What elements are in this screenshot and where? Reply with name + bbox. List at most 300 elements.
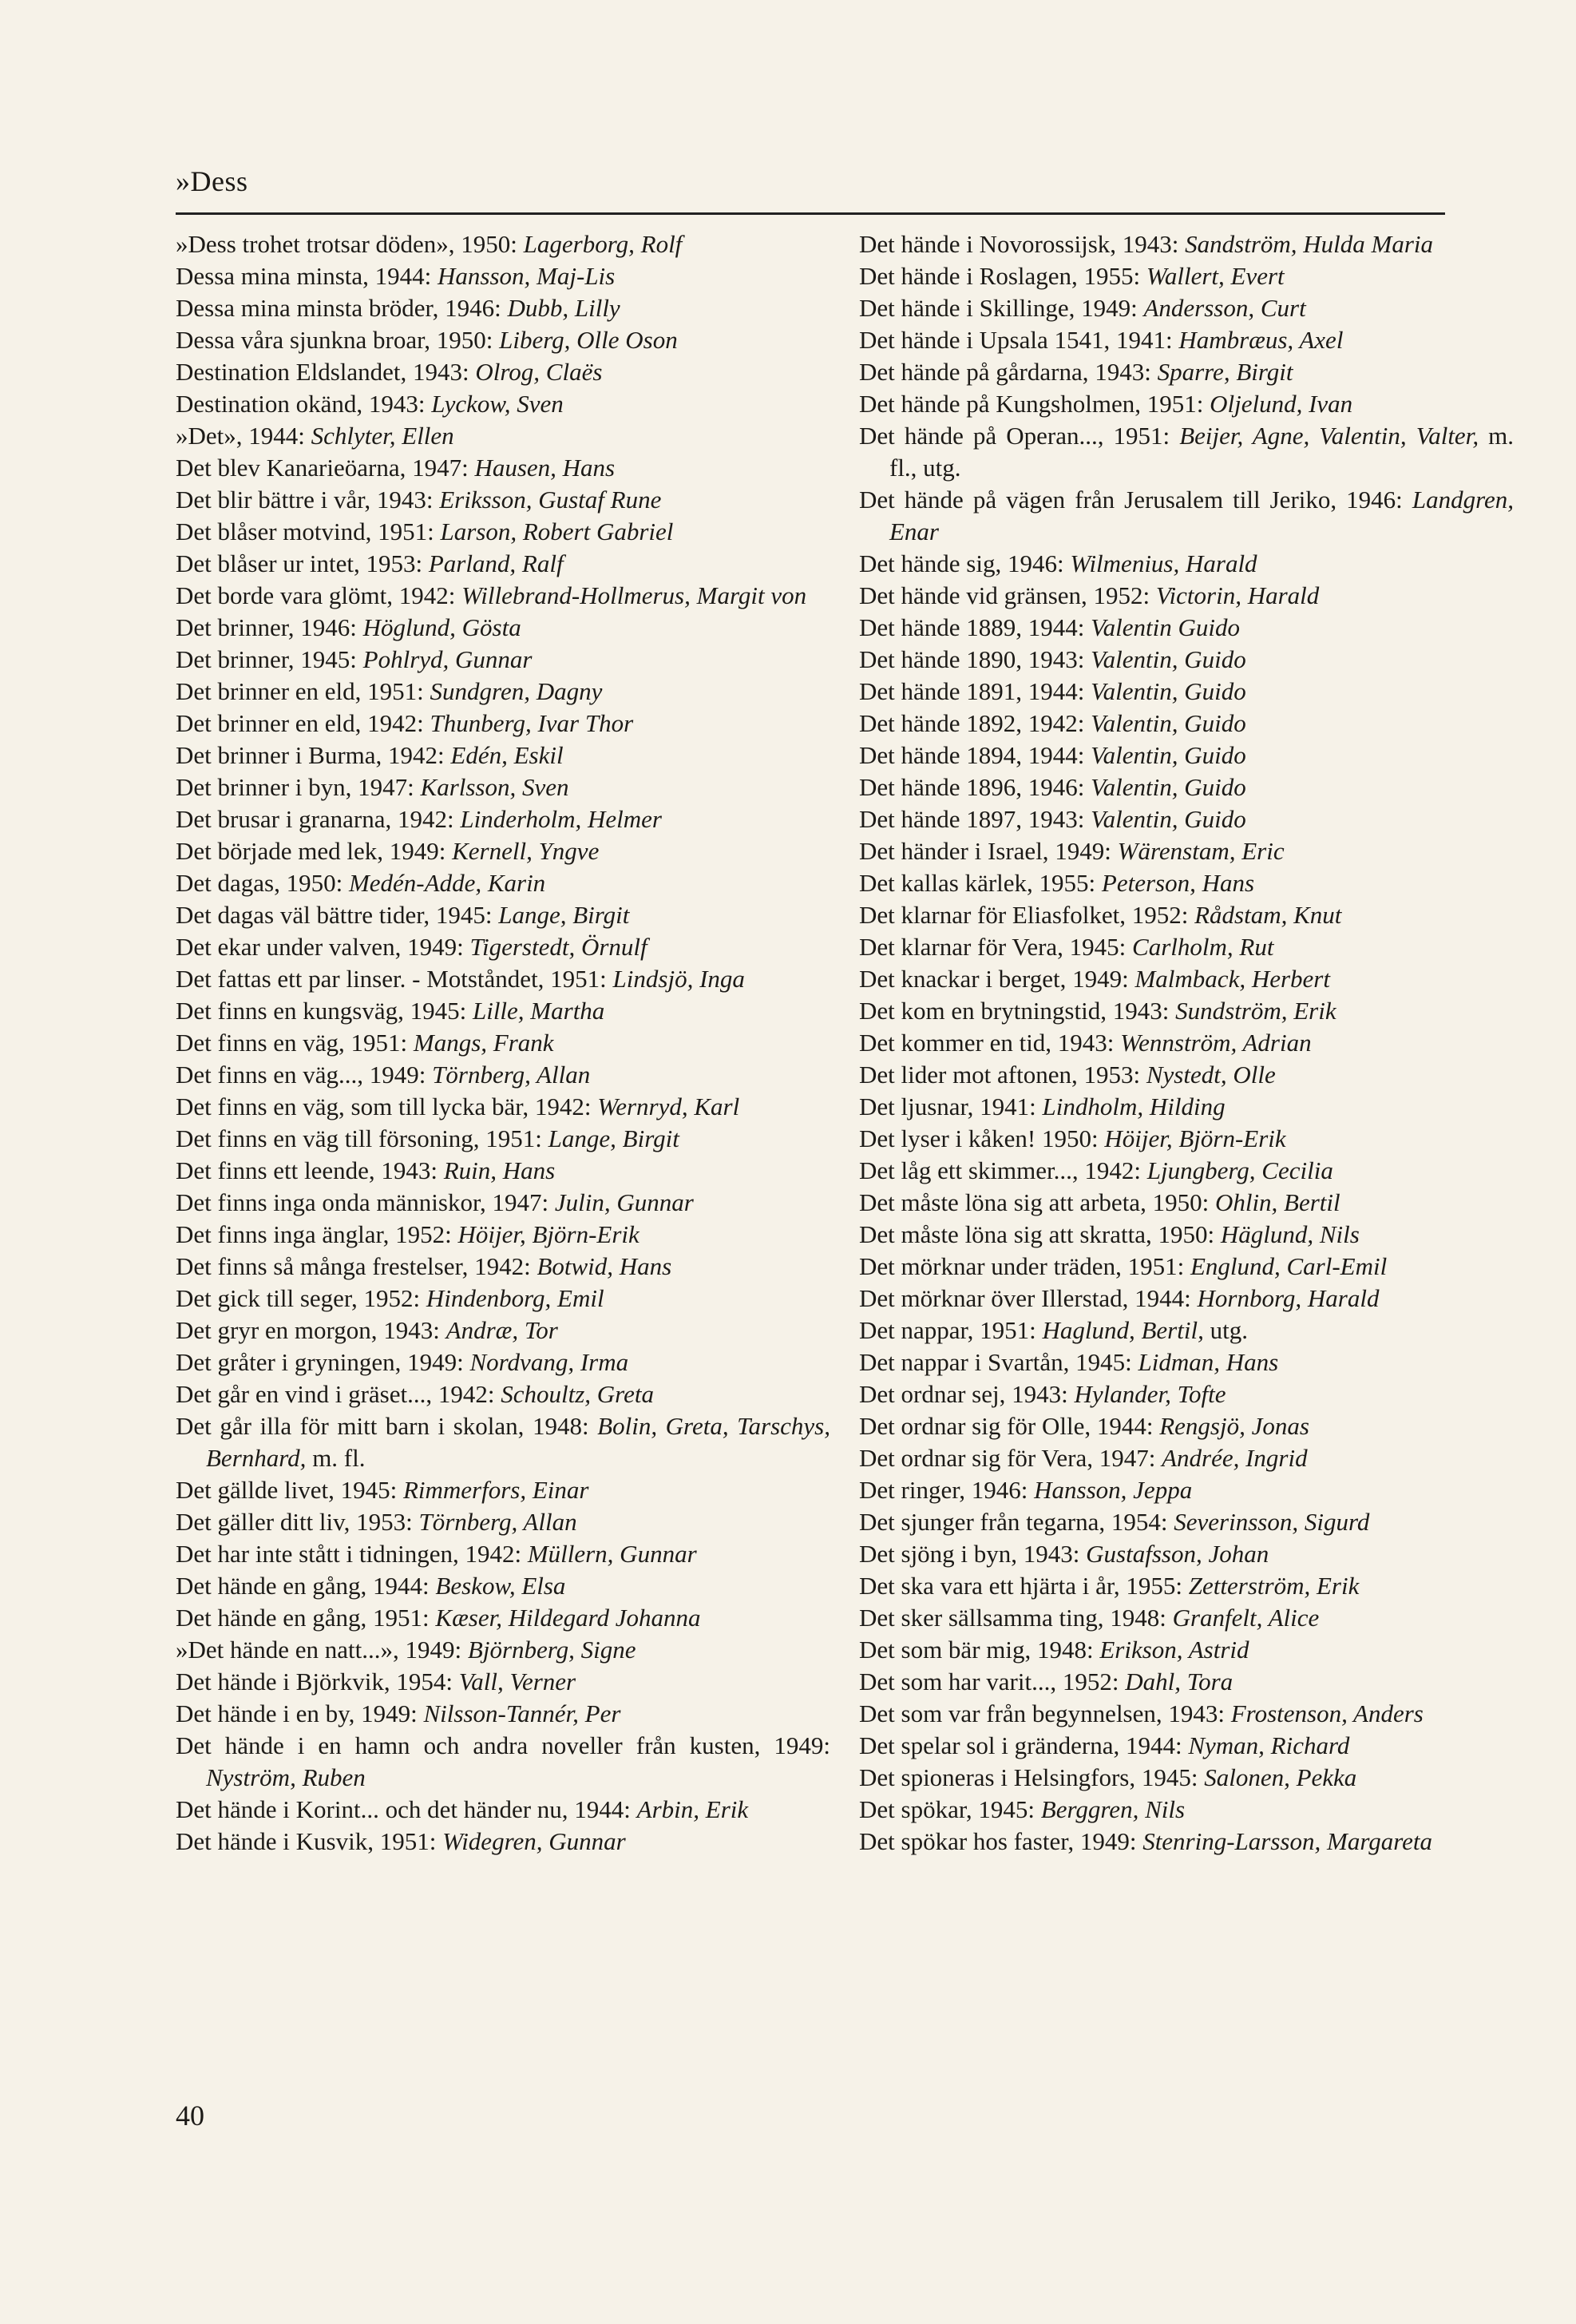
entry-author: Törnberg, Allan	[418, 1508, 577, 1536]
entry-author: Stenring-Larsson, Margareta	[1142, 1827, 1433, 1855]
entry-author: Englund, Carl-Emil	[1190, 1252, 1388, 1280]
entry-title: Det lider mot aftonen, 1953:	[859, 1061, 1141, 1089]
index-entry	[176, 1123, 830, 1155]
entry-title: Det hände en gång, 1944:	[176, 1572, 430, 1600]
index-entry	[176, 1346, 830, 1378]
entry-author: Gustafsson, Johan	[1086, 1540, 1269, 1568]
index-entry	[176, 1378, 830, 1410]
entry-title: Det knackar i berget, 1949:	[859, 965, 1129, 993]
index-entry	[859, 1762, 1514, 1794]
entry-author: Erikson, Astrid	[1099, 1636, 1249, 1664]
index-entry	[176, 1538, 830, 1570]
entry-title: Det borde vara glömt, 1942:	[176, 581, 456, 609]
entry-author: Zetterström, Erik	[1188, 1572, 1360, 1600]
entry-author: Lindsjö, Inga	[612, 965, 745, 993]
entry-title: Det mörknar under träden, 1951:	[859, 1252, 1185, 1280]
index-entry	[859, 484, 1514, 548]
index-entry	[859, 1315, 1514, 1346]
right-column	[859, 228, 1514, 1858]
index-entry	[176, 260, 830, 292]
entry-title: Det gäller ditt liv, 1953:	[176, 1508, 413, 1536]
index-entry	[859, 1123, 1514, 1155]
index-entry	[859, 963, 1514, 995]
entry-title: Det finns en väg..., 1949:	[176, 1061, 426, 1089]
entry-author: Valentin, Guido	[1091, 709, 1246, 737]
entry-title: Det som har varit..., 1952:	[859, 1668, 1119, 1695]
entry-title: Det hände 1891, 1944:	[859, 677, 1085, 705]
entry-author: Wallert, Evert	[1146, 262, 1285, 290]
index-entry	[176, 1219, 830, 1251]
index-entry	[176, 516, 830, 548]
index-entry	[859, 1219, 1514, 1251]
entry-title: Det ska vara ett hjärta i år, 1955:	[859, 1572, 1183, 1600]
index-entry	[176, 1155, 830, 1187]
entry-title: Det nappar i Svartån, 1945:	[859, 1348, 1132, 1376]
index-entry	[176, 899, 830, 931]
entry-title: Det hände på vägen från Jerusalem till Jeriko, 1946:	[859, 486, 1403, 514]
entry-author: Granfelt, Alice	[1172, 1604, 1320, 1632]
entry-author: Willebrand-Hollmerus, Margit von	[461, 581, 807, 609]
entry-title: Det ordnar sig för Olle, 1944:	[859, 1412, 1154, 1440]
header-rule	[176, 212, 1445, 215]
entry-author: Müllern, Gunnar	[527, 1540, 697, 1568]
index-entry	[176, 1251, 830, 1283]
entry-author: Valentin, Guido	[1091, 805, 1246, 833]
index-entry	[859, 1187, 1514, 1219]
entry-author: Lyckow, Sven	[431, 390, 564, 418]
entry-title: Det finns en väg, 1951:	[176, 1029, 408, 1057]
entry-title: Det kom en brytningstid, 1943:	[859, 997, 1170, 1025]
entry-author: Edén, Eskil	[450, 741, 564, 769]
index-entry	[176, 803, 830, 835]
entry-author: Hansson, Maj-Lis	[438, 262, 616, 290]
entry-title: Det gick till seger, 1952:	[176, 1284, 421, 1312]
entry-author: Sundström, Erik	[1175, 997, 1336, 1025]
index-entry	[176, 867, 830, 899]
entry-author: Linderholm, Helmer	[460, 805, 662, 833]
entry-title: Det hände i Björkvik, 1954:	[176, 1668, 453, 1695]
entry-author: Dubb, Lilly	[507, 294, 620, 322]
index-entry	[859, 1570, 1514, 1602]
entry-title: Det brinner i Burma, 1942:	[176, 741, 445, 769]
entry-author: Peterson, Hans	[1101, 869, 1255, 897]
entry-author: Schlyter, Ellen	[311, 422, 454, 450]
index-entry	[859, 1602, 1514, 1634]
entry-title: Det hände 1892, 1942:	[859, 709, 1085, 737]
entry-author: Widegren, Gunnar	[442, 1827, 626, 1855]
entry-title: Det hände 1894, 1944:	[859, 741, 1085, 769]
entry-author: Valentin, Guido	[1091, 773, 1246, 801]
entry-author: Valentin, Guido	[1091, 741, 1246, 769]
entry-author: Beskow, Elsa	[435, 1572, 566, 1600]
index-entry	[176, 452, 830, 484]
entry-title: Dessa våra sjunkna broar, 1950:	[176, 326, 493, 354]
entry-author: Beijer, Agne, Valentin, Valter,	[1179, 422, 1479, 450]
entry-author: Andersson, Curt	[1143, 294, 1306, 322]
index-entry	[176, 1506, 830, 1538]
index-entry	[176, 292, 830, 324]
index-entry	[176, 612, 830, 644]
index-entry	[859, 324, 1514, 356]
entry-title: Det sker sällsamma ting, 1948:	[859, 1604, 1166, 1632]
index-entry	[859, 771, 1514, 803]
entry-author: Nilsson-Tannér, Per	[423, 1699, 621, 1727]
entry-title: Det ljusnar, 1941:	[859, 1093, 1036, 1120]
entry-author: Lidman, Hans	[1138, 1348, 1279, 1376]
entry-title: Det hände i Korint... och det händer nu, 1944:	[176, 1795, 631, 1823]
entry-title: Det hände i Upsala 1541, 1941:	[859, 326, 1173, 354]
index-entry	[859, 1474, 1514, 1506]
index-entry	[859, 260, 1514, 292]
index-entry	[859, 1283, 1514, 1315]
entry-title: Det dagas väl bättre tider, 1945:	[176, 901, 493, 929]
index-entry	[859, 1442, 1514, 1474]
index-entry	[176, 580, 830, 612]
entry-title: Det måste löna sig att arbeta, 1950:	[859, 1188, 1210, 1216]
entry-author: Valentin, Guido	[1091, 677, 1246, 705]
entry-title: Det finns inga änglar, 1952:	[176, 1220, 452, 1248]
entry-title: Det händer i Israel, 1949:	[859, 837, 1111, 865]
entry-title: Det finns en väg till försoning, 1951:	[176, 1124, 542, 1152]
entry-author: Frostenson, Anders	[1230, 1699, 1424, 1727]
index-entry	[859, 1378, 1514, 1410]
entry-author: Dahl, Tora	[1125, 1668, 1233, 1695]
index-entry	[859, 1410, 1514, 1442]
entry-title: Det hände på Kungsholmen, 1951:	[859, 390, 1204, 418]
entry-title: Det brinner, 1945:	[176, 645, 357, 673]
entry-title: Det hände en gång, 1951:	[176, 1604, 430, 1632]
index-entry	[176, 835, 830, 867]
entry-title: Det finns så många frestelser, 1942:	[176, 1252, 531, 1280]
entry-author: Haglund, Bertil,	[1042, 1316, 1204, 1344]
entry-author: Carlholm, Rut	[1132, 933, 1274, 961]
entry-title: Det hände vid gränsen, 1952:	[859, 581, 1150, 609]
entry-title: Det som bär mig, 1948:	[859, 1636, 1094, 1664]
entry-title: Det spioneras i Helsingfors, 1945:	[859, 1763, 1198, 1791]
entry-suffix: m. fl., utg.	[889, 422, 1515, 482]
entry-title: Det gällde livet, 1945:	[176, 1476, 398, 1504]
index-entry	[859, 548, 1514, 580]
entry-title: Det har inte stått i tidningen, 1942:	[176, 1540, 522, 1568]
entry-author: Eriksson, Gustaf Rune	[439, 486, 662, 514]
entry-title: Det ordnar sej, 1943:	[859, 1380, 1068, 1408]
entry-author: Hausen, Hans	[474, 454, 616, 482]
entry-title: Det spökar, 1945:	[859, 1795, 1035, 1823]
entry-title: Det måste löna sig att skratta, 1950:	[859, 1220, 1215, 1248]
entry-author: Höijer, Björn-Erik	[1104, 1124, 1286, 1152]
entry-title: Det hände i Kusvik, 1951:	[176, 1827, 437, 1855]
index-entry	[176, 324, 830, 356]
entry-author: Ohlin, Bertil	[1214, 1188, 1340, 1216]
entry-author: Victorin, Harald	[1155, 581, 1320, 609]
entry-author: Hindenborg, Emil	[426, 1284, 604, 1312]
entry-title: Det hände i Skillinge, 1949:	[859, 294, 1138, 322]
entry-author: Nordvang, Irma	[469, 1348, 629, 1376]
entry-author: Hylander, Tofte	[1074, 1380, 1226, 1408]
index-entry	[176, 1698, 830, 1730]
index-entry	[176, 1410, 830, 1474]
entry-title: Det finns inga onda människor, 1947:	[176, 1188, 549, 1216]
entry-author: Wilmenius, Harald	[1070, 549, 1257, 577]
index-entry	[859, 1538, 1514, 1570]
entry-title: Det sjunger från tegarna, 1954:	[859, 1508, 1168, 1536]
index-entry	[859, 1698, 1514, 1730]
index-entry	[176, 1826, 830, 1858]
index-entry	[859, 676, 1514, 708]
entry-title: Det började med lek, 1949:	[176, 837, 446, 865]
entry-title: Det låg ett skimmer..., 1942:	[859, 1156, 1142, 1184]
entry-author: Larson, Robert Gabriel	[440, 518, 674, 545]
entry-author: Landgren, Enar	[889, 486, 1514, 545]
entry-title: Det gryr en morgon, 1943:	[176, 1316, 440, 1344]
index-entry	[859, 356, 1514, 388]
entry-author: Malmback, Herbert	[1134, 965, 1330, 993]
index-entry	[176, 228, 830, 260]
entry-author: Törnberg, Allan	[432, 1061, 591, 1089]
index-entry	[176, 740, 830, 771]
index-entry	[859, 1826, 1514, 1858]
entry-author: Parland, Ralf	[428, 549, 564, 577]
index-entry	[176, 420, 830, 452]
index-entry	[176, 1570, 830, 1602]
entry-author: Wärenstam, Eric	[1117, 837, 1285, 865]
entry-author: Medén-Adde, Karin	[348, 869, 546, 897]
index-entry	[859, 1346, 1514, 1378]
entry-title: Det kallas kärlek, 1955:	[859, 869, 1096, 897]
index-entry	[859, 899, 1514, 931]
entry-title: Det spelar sol i gränderna, 1944:	[859, 1731, 1182, 1759]
entry-title: Det sjöng i byn, 1943:	[859, 1540, 1080, 1568]
entry-author: Tigerstedt, Örnulf	[469, 933, 647, 961]
index-entry	[859, 612, 1514, 644]
entry-author: Lille, Martha	[472, 997, 605, 1025]
entry-title: Det mörknar över Illerstad, 1944:	[859, 1284, 1191, 1312]
entry-author: Julin, Gunnar	[554, 1188, 694, 1216]
entry-title: Det hände 1890, 1943:	[859, 645, 1085, 673]
entry-title: Det går en vind i gräset..., 1942:	[176, 1380, 495, 1408]
index-entry	[176, 676, 830, 708]
entry-title: Det klarnar för Eliasfolket, 1952:	[859, 901, 1189, 929]
entry-author: Björnberg, Signe	[467, 1636, 636, 1664]
index-entry	[859, 803, 1514, 835]
entry-author: Lange, Birgit	[548, 1124, 679, 1152]
entry-author: Rådstam, Knut	[1194, 901, 1342, 929]
entry-author: Salonen, Pekka	[1204, 1763, 1357, 1791]
index-entry	[859, 708, 1514, 740]
entry-title: Destination okänd, 1943:	[176, 390, 426, 418]
index-entry	[176, 356, 830, 388]
entry-author: Berggren, Nils	[1040, 1795, 1186, 1823]
index-entry	[176, 548, 830, 580]
entry-title: Det hände i Roslagen, 1955:	[859, 262, 1141, 290]
entry-title: »Dess trohet trotsar döden», 1950:	[176, 230, 517, 258]
entry-title: Det brinner, 1946:	[176, 613, 357, 641]
index-entry	[176, 1091, 830, 1123]
entry-title: Dessa mina minsta bröder, 1946:	[176, 294, 501, 322]
entry-author: Lagerborg, Rolf	[523, 230, 683, 258]
entry-title: Det hände 1889, 1944:	[859, 613, 1085, 641]
entry-author: Hornborg, Harald	[1197, 1284, 1380, 1312]
entry-title: Destination Eldslandet, 1943:	[176, 358, 469, 386]
index-entry	[859, 1027, 1514, 1059]
entry-title: Det går illa för mitt barn i skolan, 1948:	[176, 1412, 589, 1440]
entry-author: Schoultz, Greta	[501, 1380, 654, 1408]
entry-title: Det kommer en tid, 1943:	[859, 1029, 1115, 1057]
entry-title: Det blåser ur intet, 1953:	[176, 549, 423, 577]
entry-title: Det blev Kanarieöarna, 1947:	[176, 454, 469, 482]
entry-author: Valentin Guido	[1091, 613, 1240, 641]
entry-title: Det finns ett leende, 1943:	[176, 1156, 438, 1184]
entry-title: Det brusar i granarna, 1942:	[176, 805, 454, 833]
index-entry	[176, 644, 830, 676]
entry-author: Arbin, Erik	[636, 1795, 749, 1823]
index-entry	[176, 771, 830, 803]
entry-title: Det hände i Novorossijsk, 1943:	[859, 230, 1179, 258]
entry-title: Dessa mina minsta, 1944:	[176, 262, 432, 290]
index-entry	[859, 388, 1514, 420]
entry-title: Det fattas ett par linser. - Motståndet, 1951:	[176, 965, 607, 993]
index-entry	[176, 1027, 830, 1059]
entry-author: Kæser, Hildegard Johanna	[435, 1604, 701, 1632]
index-entry	[859, 740, 1514, 771]
index-entry	[176, 963, 830, 995]
entry-title: Det hände i en by, 1949:	[176, 1699, 418, 1727]
entry-author: Botwid, Hans	[537, 1252, 672, 1280]
entry-author: Nyman, Richard	[1188, 1731, 1350, 1759]
entry-title: Det ringer, 1946:	[859, 1476, 1028, 1504]
index-entry	[859, 995, 1514, 1027]
entry-author: Valentin, Guido	[1091, 645, 1246, 673]
entry-author: Andræ, Tor	[445, 1316, 558, 1344]
entry-title: Det blåser motvind, 1951:	[176, 518, 434, 545]
entry-author: Lange, Birgit	[498, 901, 630, 929]
index-entry	[859, 867, 1514, 899]
entry-title: Det blir bättre i vår, 1943:	[176, 486, 434, 514]
index-entry	[176, 931, 830, 963]
entry-title: Det klarnar för Vera, 1945:	[859, 933, 1127, 961]
index-entry	[176, 1602, 830, 1634]
index-entry	[859, 1666, 1514, 1698]
left-column	[176, 228, 830, 1858]
entry-author: Karlsson, Sven	[420, 773, 569, 801]
index-entry	[859, 1251, 1514, 1283]
entry-author: Wernryd, Karl	[597, 1093, 740, 1120]
entry-title: Det brinner i byn, 1947:	[176, 773, 414, 801]
index-entry	[859, 931, 1514, 963]
entry-author: Vall, Verner	[458, 1668, 576, 1695]
entry-author: Wennström, Adrian	[1120, 1029, 1312, 1057]
entry-author: Hansson, Jeppa	[1034, 1476, 1193, 1504]
entry-author: Severinsson, Sigurd	[1174, 1508, 1370, 1536]
index-entry	[176, 388, 830, 420]
entry-author: Olrog, Claës	[475, 358, 603, 386]
entry-title: Det dagas, 1950:	[176, 869, 343, 897]
entry-author: Liberg, Olle Oson	[499, 326, 678, 354]
entry-author: Häglund, Nils	[1220, 1220, 1360, 1248]
index-entry	[176, 1187, 830, 1219]
running-header: »Dess	[176, 165, 248, 197]
entry-title: Det som var från begynnelsen, 1943:	[859, 1699, 1225, 1727]
entry-title: Det hände på gårdarna, 1943:	[859, 358, 1151, 386]
entry-author: Rengsjö, Jonas	[1159, 1412, 1309, 1440]
entry-title: »Det», 1944:	[176, 422, 305, 450]
entry-suffix: utg.	[1210, 1316, 1248, 1344]
index-entry	[859, 835, 1514, 867]
index-entry	[859, 644, 1514, 676]
entry-author: Sandström, Hulda Maria	[1185, 230, 1434, 258]
index-entry	[859, 1634, 1514, 1666]
entry-author: Thunberg, Ivar Thor	[430, 709, 634, 737]
entry-author: Lindholm, Hilding	[1042, 1093, 1226, 1120]
entry-title: Det finns en kungsväg, 1945:	[176, 997, 467, 1025]
entry-title: Det hände 1896, 1946:	[859, 773, 1085, 801]
entry-author: Andrée, Ingrid	[1162, 1444, 1308, 1472]
index-entry	[859, 228, 1514, 260]
entry-suffix: m. fl.	[312, 1444, 366, 1472]
entry-author: Pohlryd, Gunnar	[362, 645, 533, 673]
entry-author: Hambræus, Axel	[1178, 326, 1344, 354]
entry-author: Bolin, Greta, Tarschys, Bernhard,	[206, 1412, 831, 1472]
entry-author: Oljelund, Ivan	[1210, 390, 1353, 418]
index-entry	[176, 1315, 830, 1346]
entry-title: Det brinner en eld, 1942:	[176, 709, 424, 737]
entry-title: Det hände 1897, 1943:	[859, 805, 1085, 833]
index-entry	[859, 580, 1514, 612]
page-number: 40	[176, 2100, 204, 2132]
entry-title: Det spökar hos faster, 1949:	[859, 1827, 1137, 1855]
entry-author: Höijer, Björn-Erik	[457, 1220, 640, 1248]
index-entry	[859, 1794, 1514, 1826]
index-entry	[176, 1283, 830, 1315]
entry-title: Det lyser i kåken! 1950:	[859, 1124, 1099, 1152]
index-entry	[176, 708, 830, 740]
entry-author: Höglund, Gösta	[362, 613, 521, 641]
index-entry	[859, 1730, 1514, 1762]
index-entry	[859, 1091, 1514, 1123]
index-entry	[859, 1155, 1514, 1187]
index-entry	[859, 1059, 1514, 1091]
entry-author: Nyström, Ruben	[206, 1763, 366, 1791]
index-entry	[859, 292, 1514, 324]
entry-author: Sundgren, Dagny	[430, 677, 603, 705]
entry-author: Mangs, Frank	[413, 1029, 554, 1057]
index-entry	[176, 484, 830, 516]
entry-title: Det hände sig, 1946:	[859, 549, 1064, 577]
entry-author: Ruin, Hans	[443, 1156, 556, 1184]
index-entry	[176, 1059, 830, 1091]
entry-title: Det gråter i gryningen, 1949:	[176, 1348, 464, 1376]
entry-title: Det ekar under valven, 1949:	[176, 933, 464, 961]
index-entry	[176, 1666, 830, 1698]
entry-author: Kernell, Yngve	[452, 837, 600, 865]
entry-author: Sparre, Birgit	[1157, 358, 1293, 386]
index-entry	[176, 995, 830, 1027]
entry-author: Rimmerfors, Einar	[402, 1476, 589, 1504]
index-entry	[176, 1634, 830, 1666]
index-entry	[176, 1794, 830, 1826]
entry-title: Det brinner en eld, 1951:	[176, 677, 424, 705]
index-entry	[176, 1730, 830, 1794]
entry-title: Det nappar, 1951:	[859, 1316, 1036, 1344]
entry-title: Det ordnar sig för Vera, 1947:	[859, 1444, 1156, 1472]
index-entry	[859, 420, 1514, 484]
index-entry	[176, 1474, 830, 1506]
entry-author: Ljungberg, Cecilia	[1146, 1156, 1333, 1184]
entry-author: Nystedt, Olle	[1146, 1061, 1276, 1089]
entry-title: Det hände på Operan..., 1951:	[859, 422, 1170, 450]
index-entry	[859, 1506, 1514, 1538]
entry-title: Det hände i en hamn och andra noveller från kusten, 1949:	[176, 1731, 830, 1759]
